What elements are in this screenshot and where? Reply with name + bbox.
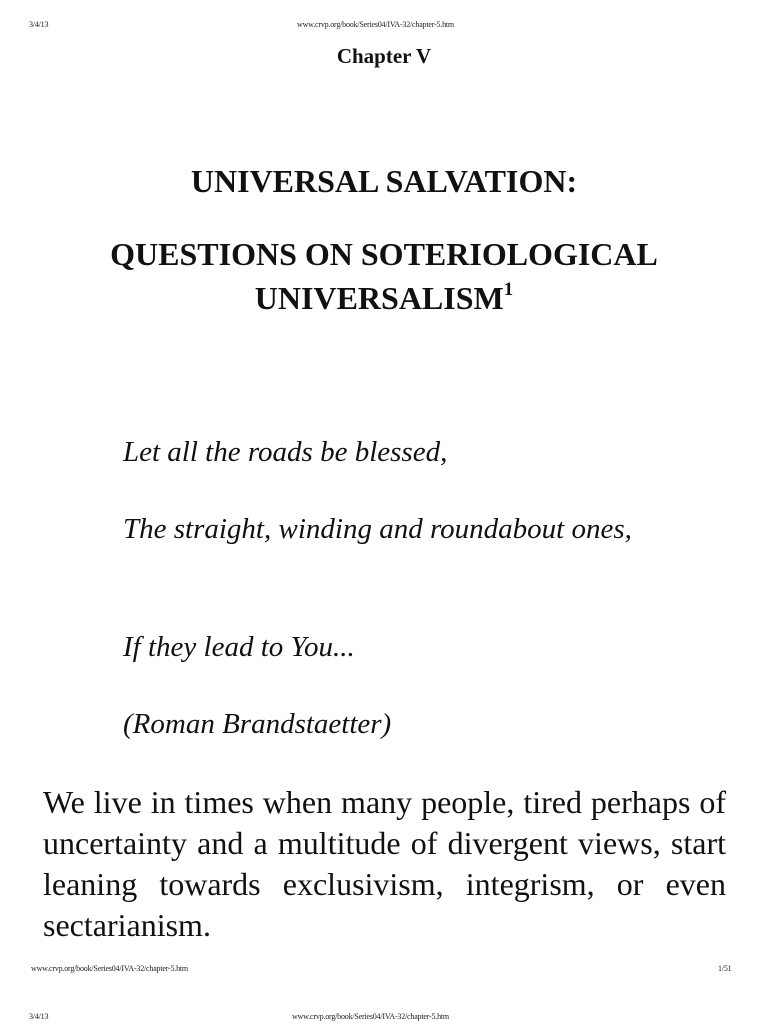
- title-line-3: UNIVERSALISM: [254, 280, 504, 316]
- epigraph-attribution: (Roman Brandstaetter): [123, 708, 392, 740]
- title-line-2: QUESTIONS ON SOTERIOLOGICAL: [110, 236, 658, 272]
- page-number: 1/51: [718, 964, 732, 973]
- epigraph-line-2: The straight, winding and roundabout ones,: [123, 513, 632, 545]
- next-header-url: www.crvp.org/book/Series04/IVA-32/chapter-5.htm: [292, 1012, 449, 1021]
- epigraph-line-3: If they lead to You...: [123, 631, 355, 663]
- title-lines-2-3: [0, 232, 768, 320]
- footnote-marker[interactable]: 1: [503, 279, 514, 300]
- next-header-date: 3/4/13: [29, 1012, 49, 1021]
- title-line-3-wrap: [0, 276, 768, 320]
- title-line-1: UNIVERSAL SALVATION:: [190, 163, 578, 199]
- header-date: 3/4/13: [29, 20, 49, 29]
- footer-url[interactable]: www.crvp.org/book/Series04/IVA-32/chapter-5.htm: [31, 964, 188, 973]
- body-paragraph: We live in times when many people, tired perhaps of uncertainty and a multitude of divergent views, start leaning towards exclusivism, integrism, or even sectarianism.: [43, 784, 726, 943]
- chapter-label: Chapter V: [336, 44, 432, 68]
- header-url: www.crvp.org/book/Series04/IVA-32/chapter-5.htm: [297, 20, 454, 29]
- epigraph-line-1: Let all the roads be blessed,: [123, 436, 448, 468]
